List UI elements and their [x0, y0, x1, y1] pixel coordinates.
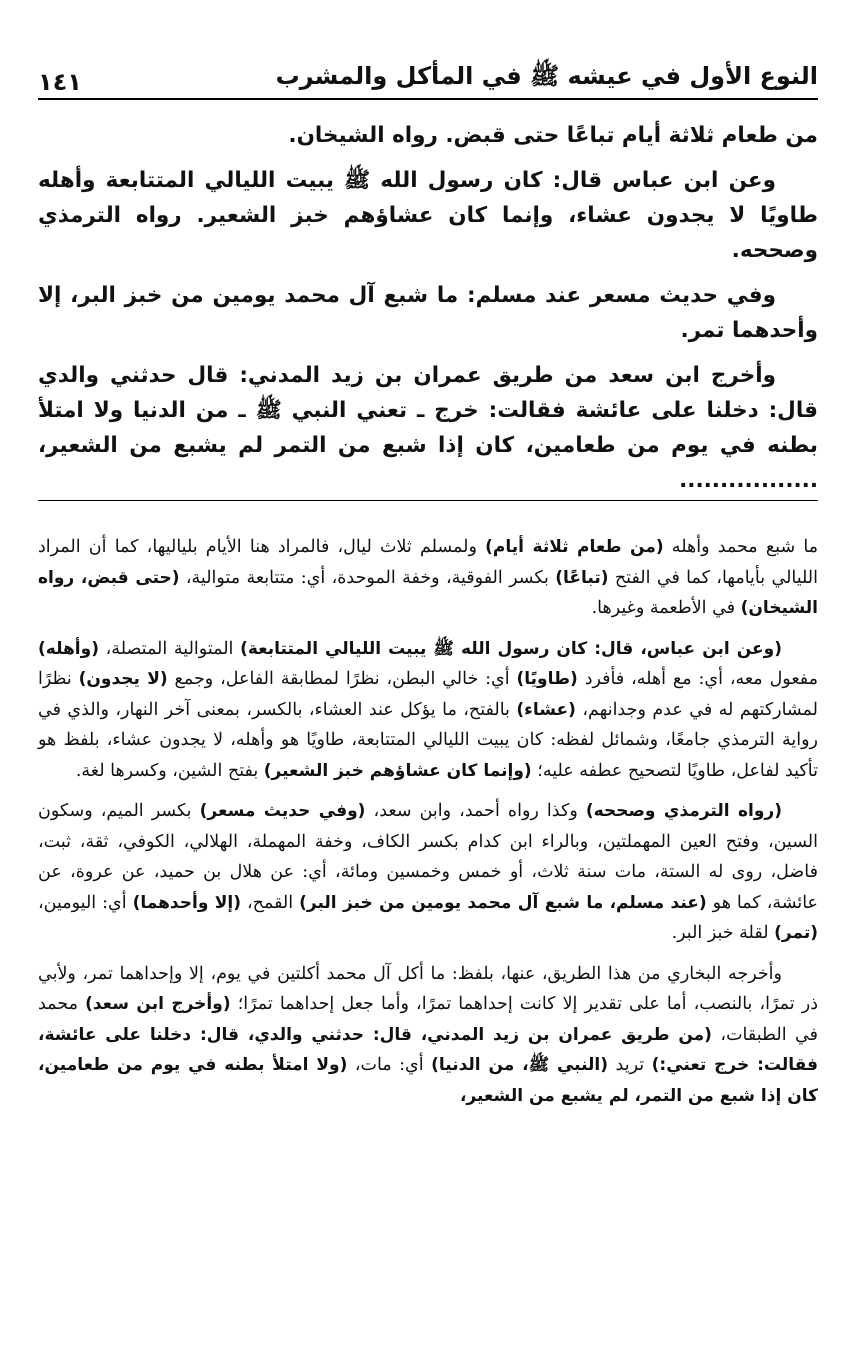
commentary-run: القمح، [241, 892, 300, 913]
quoted-text: (عشاء) [516, 699, 576, 720]
running-header [38, 52, 818, 96]
commentary-run: لقلة خبز البر. [671, 923, 775, 943]
quoted-text: (وأهله) [38, 638, 99, 659]
commentary-text [38, 532, 818, 1121]
commentary-paragraph [38, 959, 818, 1112]
commentary-run: أي: خالي البطن، نظرًا لمطابقة الفاعل، وجمع [167, 669, 517, 689]
commentary-run: أي: مات، [347, 1055, 432, 1075]
commentary-run: بالفتح، ما يؤكل عند العشاء، بالكسر، بمعنى آخر النهار، والذي في رواية الترمذي جامعًا، وشمائل لفظه: كان يبيت الليالي المتتابعة، طاويًا هو وأهله، لا يجدون عشاء، بلفظ هو تأكيد لفاعل، طاويًا لتصحيح عطفه عليه؛ [38, 699, 818, 781]
commentary-run: بكسر الفوقية، وخفة الموحدة، أي: متتابعة متوالية، [179, 567, 556, 588]
commentary-run: أي: اليومين، [38, 892, 133, 913]
commentary-run: المتوالية المتصلة، [98, 638, 241, 659]
commentary-run: ما شبع محمد وأهله [663, 537, 819, 557]
quoted-text: (من طريق عمران بن زيد المدني، قال: حدثني والدي، قال: دخلنا على عائشة، فقالت: خرج تعني:) [38, 1024, 819, 1075]
quoted-text: (طاويًا) [516, 669, 578, 689]
header-rule [38, 98, 818, 100]
quoted-text: (وإنما كان عشاؤهم خبز الشعير) [263, 760, 532, 781]
main-paragraph: وفي حديث مسعر عند مسلم: ما شبع آل محمد يومين من خبز البر، إلا وأحدهما تمر. [38, 283, 818, 343]
commentary-paragraph [38, 796, 818, 949]
commentary-run: نظرًا لمشاركتهم له في عدم وجدانهم، [38, 669, 818, 720]
quoted-text: (لا يجدون) [78, 669, 168, 689]
commentary-run: وكذا رواه أحمد، وابن سعد، [365, 801, 586, 821]
commentary-run: وأخرجه البخاري من هذا الطريق، عنها، بلفظ: ما أكل آل محمد أكلتين في يوم، إلا وإحداهما تمر، ولأبي ذر تمرًا، بالنصب، أما على تقدير إلا كانت إحداهما تمرًا، وأما جعل إحداهما تمرًا؛ [38, 963, 818, 1014]
page-number: ١٤١ [38, 68, 82, 96]
commentary-run: بكسر الميم، وسكون السين، وفتح العين المهملتين، وبالراء ابن كدام بكسر الكاف، وخفة المهملة، الهلالي، الكوفي، ثقة، ثبت، فاضل، روى له الستة، مات سنة ثلاث، أو خمس وخمسين ومائة، أي: عن هلال بن حميد، عن عروة، عن عائشة، كما هو [38, 801, 818, 913]
commentary-run: في الأطعمة وغيرها. [591, 598, 741, 618]
quoted-text: (رواه الترمذي وصححه) [585, 801, 782, 821]
main-paragraph: وعن ابن عباس قال: كان رسول الله ﷺ يبيت الليالي المتتابعة وأهله طاويًا لا يجدون عشاء، وإنما كان عشاؤهم خبز الشعير. رواه الترمذي وصححه. [38, 168, 818, 263]
quoted-text: (عند مسلم، ما شبع آل محمد يومين من خبز البر) [299, 892, 707, 913]
main-text [38, 118, 818, 508]
commentary-run: بفتح الشين، وكسرها لغة. [75, 760, 264, 781]
header-title: النوع الأول في عيشه ﷺ في المأكل والمشرب [275, 62, 818, 90]
commentary-paragraph [38, 634, 818, 787]
commentary-run: مفعول معه، أي: مع أهله، فأفرد [577, 669, 818, 689]
main-paragraph: وأخرج ابن سعد من طريق عمران بن زيد المدني: قال حدثني والدي قال: دخلنا على عائشة فقالت: خرج ـ تعني النبي ﷺ ـ من الدنيا ولا امتلأ بطنه في يوم من طعامين، كان إذا شبع من التمر لم يشبع من الشعير، ................. [38, 363, 818, 493]
quoted-text: (تمر) [774, 923, 818, 943]
commentary-run: تريد [608, 1055, 652, 1075]
quoted-text: (من طعام ثلاثة أيام) [485, 537, 664, 557]
main-paragraph: من طعام ثلاثة أيام تباعًا حتى قبض. رواه الشيخان. [288, 123, 818, 148]
quoted-text: (النبي ﷺ، من الدنيا) [431, 1055, 609, 1075]
commentary-run: محمد في الطبقات، [38, 994, 818, 1045]
section-divider [38, 500, 818, 501]
quoted-text: (ولا امتلأ بطنه في يوم من طعامين، كان إذا شبع من التمر، لم يشبع من الشعير، [38, 1055, 818, 1106]
commentary-run: ولمسلم ثلاث ليال، فالمراد هنا الأيام بلياليها، كما أن المراد الليالي بأيامها، كما في الفتح [38, 537, 819, 588]
quoted-text: (وعن ابن عباس، قال: كان رسول الله ﷺ يبيت الليالي المتتابعة) [240, 638, 782, 659]
quoted-text: (تباعًا) [555, 567, 609, 588]
quoted-text: (إلا وأحدهما) [132, 892, 242, 913]
quoted-text: (وفي حديث مسعر) [199, 801, 366, 821]
quoted-text: (وأخرج ابن سعد) [85, 994, 231, 1014]
quoted-text: (حتى قبض، رواه الشيخان) [38, 567, 818, 618]
commentary-paragraph [38, 532, 818, 624]
